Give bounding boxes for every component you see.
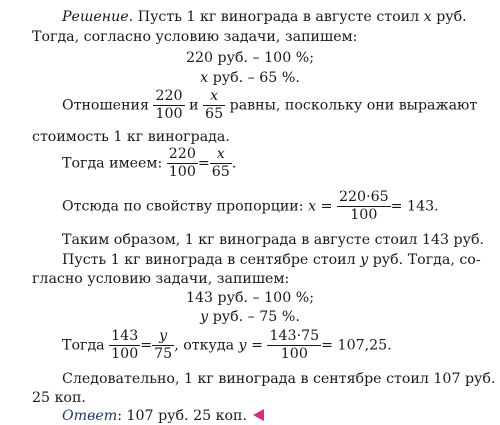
line-14 [62, 328, 392, 363]
fraction-denominator: 65 [205, 106, 224, 122]
fraction-numerator: 143·75 [269, 328, 320, 344]
fraction-numerator: 143 [111, 328, 139, 344]
equals-sign: = [251, 337, 263, 354]
fraction-numerator: y [152, 328, 174, 346]
line-2: Тогда, согласно условию задачи, запишем: [32, 29, 358, 45]
var-y: y [200, 309, 209, 325]
result-107: = 107,25 [321, 337, 388, 354]
line-5-and: и [189, 97, 199, 114]
fraction-numerator: x [210, 146, 232, 164]
fraction-x-65 [203, 88, 225, 123]
line-4 [0, 69, 500, 87]
equals-sign: = [320, 198, 333, 215]
line-1-tail: руб. [436, 9, 467, 25]
fraction-numerator: x [203, 88, 225, 106]
line-11: гласно условию задачи, запишем: [32, 271, 290, 287]
line-15: Следовательно, 1 кг винограда в сентябре стоил 107 руб. [62, 371, 496, 387]
equals-sign: = [197, 155, 210, 172]
line-8 [62, 189, 439, 224]
fraction-denominator: 100 [280, 346, 308, 362]
fraction-numerator: 220·65 [339, 189, 389, 205]
line-10-tail: руб. Тогда, со- [372, 252, 481, 268]
fraction-numerator: 220 [168, 146, 196, 162]
fraction-denominator: 65 [211, 164, 230, 180]
line-14-text: Тогда [62, 337, 105, 354]
answer-line [62, 407, 264, 425]
answer-text: : 107 руб. 25 коп. [117, 408, 248, 424]
period: . [387, 337, 392, 354]
fraction-143-100 [109, 328, 140, 363]
line-10-text: Пусть 1 кг винограда в сентябре стоил [62, 252, 356, 268]
line-5 [62, 88, 477, 123]
fraction-220-100 [167, 146, 198, 181]
line-1-text: . Пусть 1 кг винограда в августе стоил [128, 9, 420, 25]
line-5-text-b: равны, поскольку они выражают [229, 97, 478, 114]
fraction-denominator: 100 [168, 164, 196, 180]
triangle-left-icon [253, 409, 264, 421]
fraction-x-65 [210, 146, 232, 181]
line-9: Таким образом, 1 кг винограда в августе стоил 143 руб. [62, 232, 485, 248]
fraction-143x75-100 [267, 328, 321, 363]
line-13 [0, 308, 500, 326]
var-x: x [423, 9, 432, 25]
period: . [434, 198, 439, 215]
result-143: = 143 [390, 198, 435, 215]
period: . [231, 155, 237, 172]
var-y: y [238, 337, 247, 354]
line-14-text-b: , откуда [174, 337, 235, 354]
var-y: y [360, 252, 369, 268]
var-x: x [200, 70, 209, 86]
fraction-220-100 [153, 88, 184, 123]
line-6: стоимость 1 кг винограда. [32, 129, 230, 145]
line-8-text: Отсюда по свойству пропорции: [62, 198, 304, 215]
fraction-numerator: 220 [155, 88, 183, 104]
line-13-text: руб. – 75 %. [212, 309, 300, 325]
solution-label: Решение [62, 9, 129, 25]
line-4-text: руб. – 65 %. [212, 70, 300, 86]
answer-label: Ответ [62, 408, 118, 424]
fraction-220x65-100 [337, 189, 391, 224]
fraction-y-75 [152, 328, 174, 363]
fraction-denominator: 75 [154, 346, 173, 362]
line-3: 220 руб. – 100 %; [185, 50, 315, 66]
line-1 [62, 8, 467, 26]
line-7-text: Тогда имеем: [62, 155, 163, 172]
equals-sign: = [140, 337, 153, 354]
fraction-denominator: 100 [350, 207, 378, 223]
fraction-denominator: 100 [111, 346, 139, 362]
fraction-denominator: 100 [155, 106, 183, 122]
line-10 [62, 251, 481, 269]
line-5-text-a: Отношения [62, 97, 149, 114]
line-12: 143 руб. – 100 %; [185, 290, 315, 306]
line-16: 25 коп. [32, 390, 86, 406]
line-7 [62, 146, 236, 181]
var-x: x [308, 198, 317, 215]
